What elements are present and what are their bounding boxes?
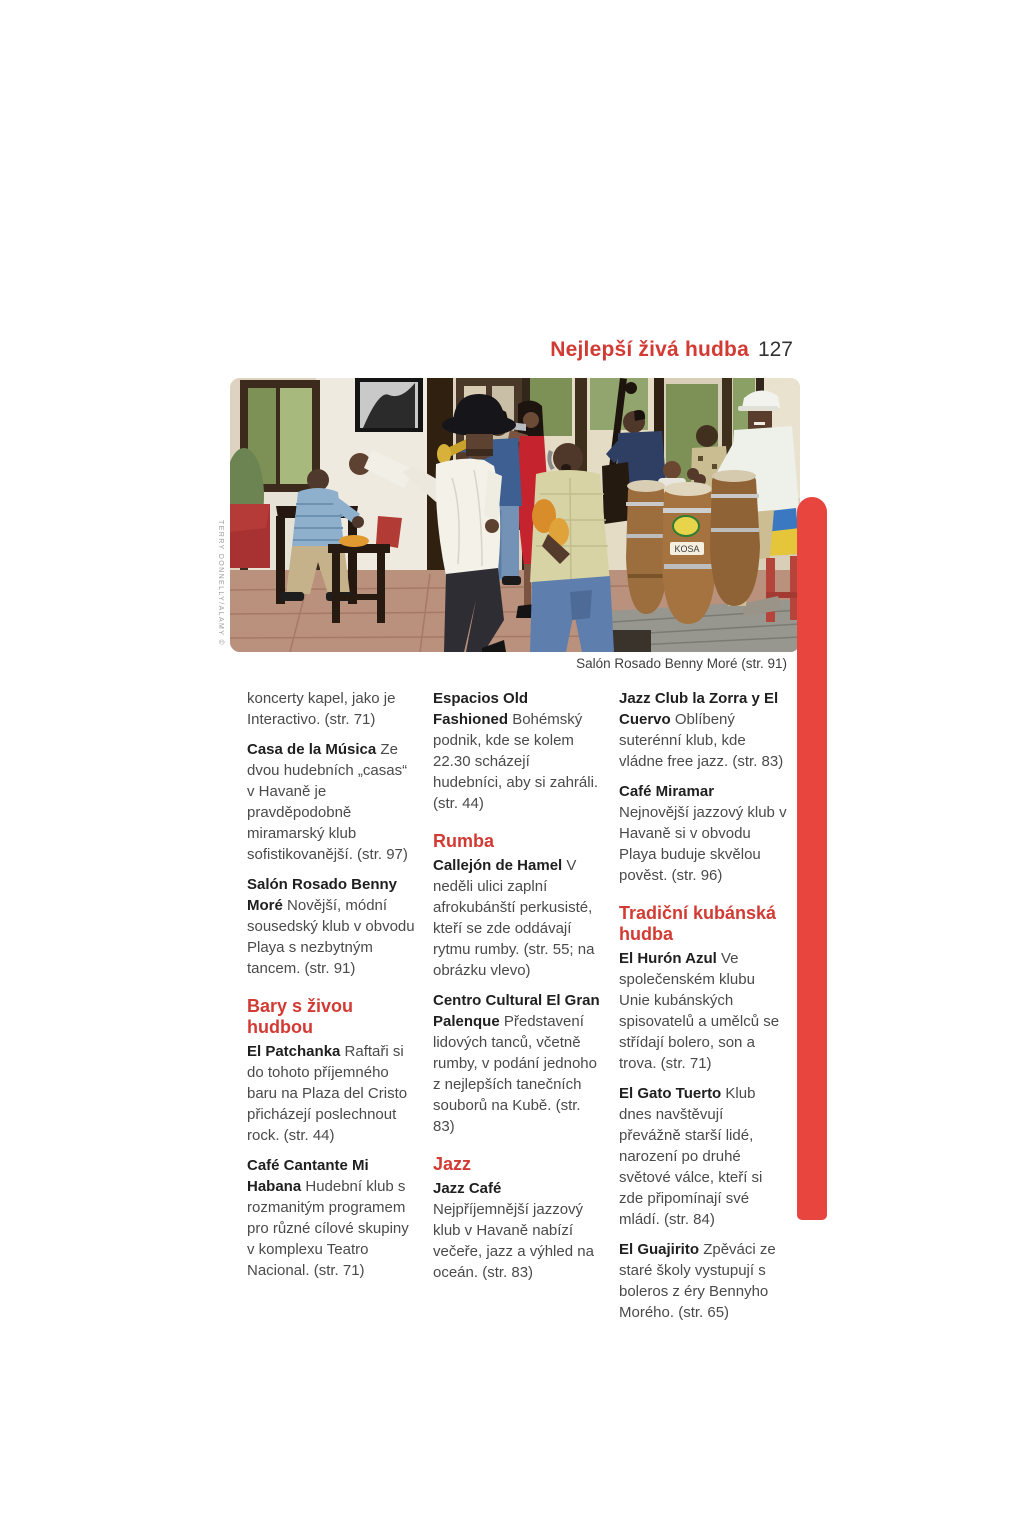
venue-name: El Patchanka [247, 1043, 345, 1060]
venue-entry: Centro Cultural El Gran Palenque Představení lidových tanců, včetně rumby, v podání jednoho z nejlepších tanečních souborů na Kubě. (str. 83) [433, 992, 600, 1135]
section-heading: Bary s živou hudbou [247, 996, 354, 1037]
photo-credit: TERRY DONNELLY/ALAMY © [217, 520, 224, 647]
venue-name: El Gato Tuerto [619, 1085, 726, 1102]
venue-name: Jazz Café [433, 1180, 502, 1197]
page-title: Nejlepší živá hudba [550, 338, 749, 361]
venue-entry: Casa de la Música Ze dvou hudebních „casas“ v Havaně je pravděpodobně miramarský klub sofistikovanější. (str. 97) [247, 741, 408, 863]
column-1 [247, 688, 415, 1332]
page-number: 127 [757, 338, 793, 361]
column-2 [433, 688, 601, 1332]
venue-entry: Espacios Old Fashioned Bohémský podnik, kde se kolem 22.30 scházejí hudebníci, aby si zahráli. (str. 44) [433, 690, 599, 812]
section-heading: Jazz [433, 1154, 472, 1174]
venue-name: Jazz Club la Zorra y El Cuervo [619, 690, 779, 728]
listing-columns [247, 688, 787, 1332]
venue-name: Salón Rosado Benny Moré [247, 876, 398, 914]
conga-brand-label: KOSA [674, 544, 700, 554]
venue-photo [230, 378, 800, 652]
section-heading: Tradiční kubánská hudba [619, 903, 777, 944]
venue-entry: El Gato Tuerto Klub dnes navštěvují převážně starší lidé, narození po druhé světové válce, kteří si zde připomínají své mládí. (str. 84) [619, 1085, 763, 1228]
paragraph: koncerty kapel, jako je Interactivo. (str. 71) [247, 690, 396, 728]
venue-entry: El Hurón Azul Ve společenském klubu Unie kubánských spisovatelů a umělců se střídají bolero, son a trova. (str. 71) [619, 950, 780, 1072]
photo-caption: Salón Rosado Benny Moré (str. 91) [576, 656, 787, 671]
venue-name: Café Cantante Mi Habana [247, 1157, 369, 1195]
section-heading: Rumba [433, 831, 495, 851]
venue-entry: Jazz Club la Zorra y El Cuervo Oblíbený suterénní klub, kde vládne free jazz. (str. 83) [619, 690, 784, 770]
column-3 [619, 688, 787, 1332]
venue-name: El Guajirito [619, 1241, 704, 1258]
venue-name: Centro Cultural El Gran Palenque [433, 992, 600, 1030]
venue-entry: Salón Rosado Benny Moré Novější, módní sousedský klub v obvodu Playa s nezbytným tancem. (str. 91) [247, 876, 415, 977]
venue-name: Espacios Old Fashioned [433, 690, 529, 728]
venue-entry: Café Miramar Nejnovější jazzový klub v Havaně si v obvodu Playa buduje skvělou pověst. (str. 96) [619, 783, 787, 884]
venue-entry: Jazz Café Nejpříjemnější jazzový klub v Havaně nabízí večeře, jazz a výhled na oceán. (str. 83) [433, 1180, 594, 1281]
venue-name: Callejón de Hamel [433, 857, 567, 874]
venue-name: El Hurón Azul [619, 950, 721, 967]
venue-entry: El Guajirito Zpěváci ze staré školy vystupují s boleros z éry Bennyho Morého. (str. 65) [619, 1241, 776, 1321]
venue-name: Café Miramar [619, 783, 715, 800]
running-header [230, 338, 793, 362]
venue-entry: El Patchanka Raftaři si do tohoto příjemného baru na Plaza del Cristo přicházejí poslechnout rock. (str. 44) [247, 1043, 408, 1144]
venue-entry: Café Cantante Mi Habana Hudební klub s rozmanitým programem pro různé cílové skupiny v komplexu Teatro Nacional. (str. 71) [247, 1157, 409, 1279]
venue-name: Casa de la Música [247, 741, 381, 758]
venue-photo-illustration [230, 378, 800, 652]
section-edge-tab [797, 497, 827, 1220]
venue-entry: Callejón de Hamel V neděli ulici zaplní afrokubánští perkusisté, kteří se zde oddávají rytmu rumby. (str. 55; na obrázku vlevo) [433, 857, 595, 979]
